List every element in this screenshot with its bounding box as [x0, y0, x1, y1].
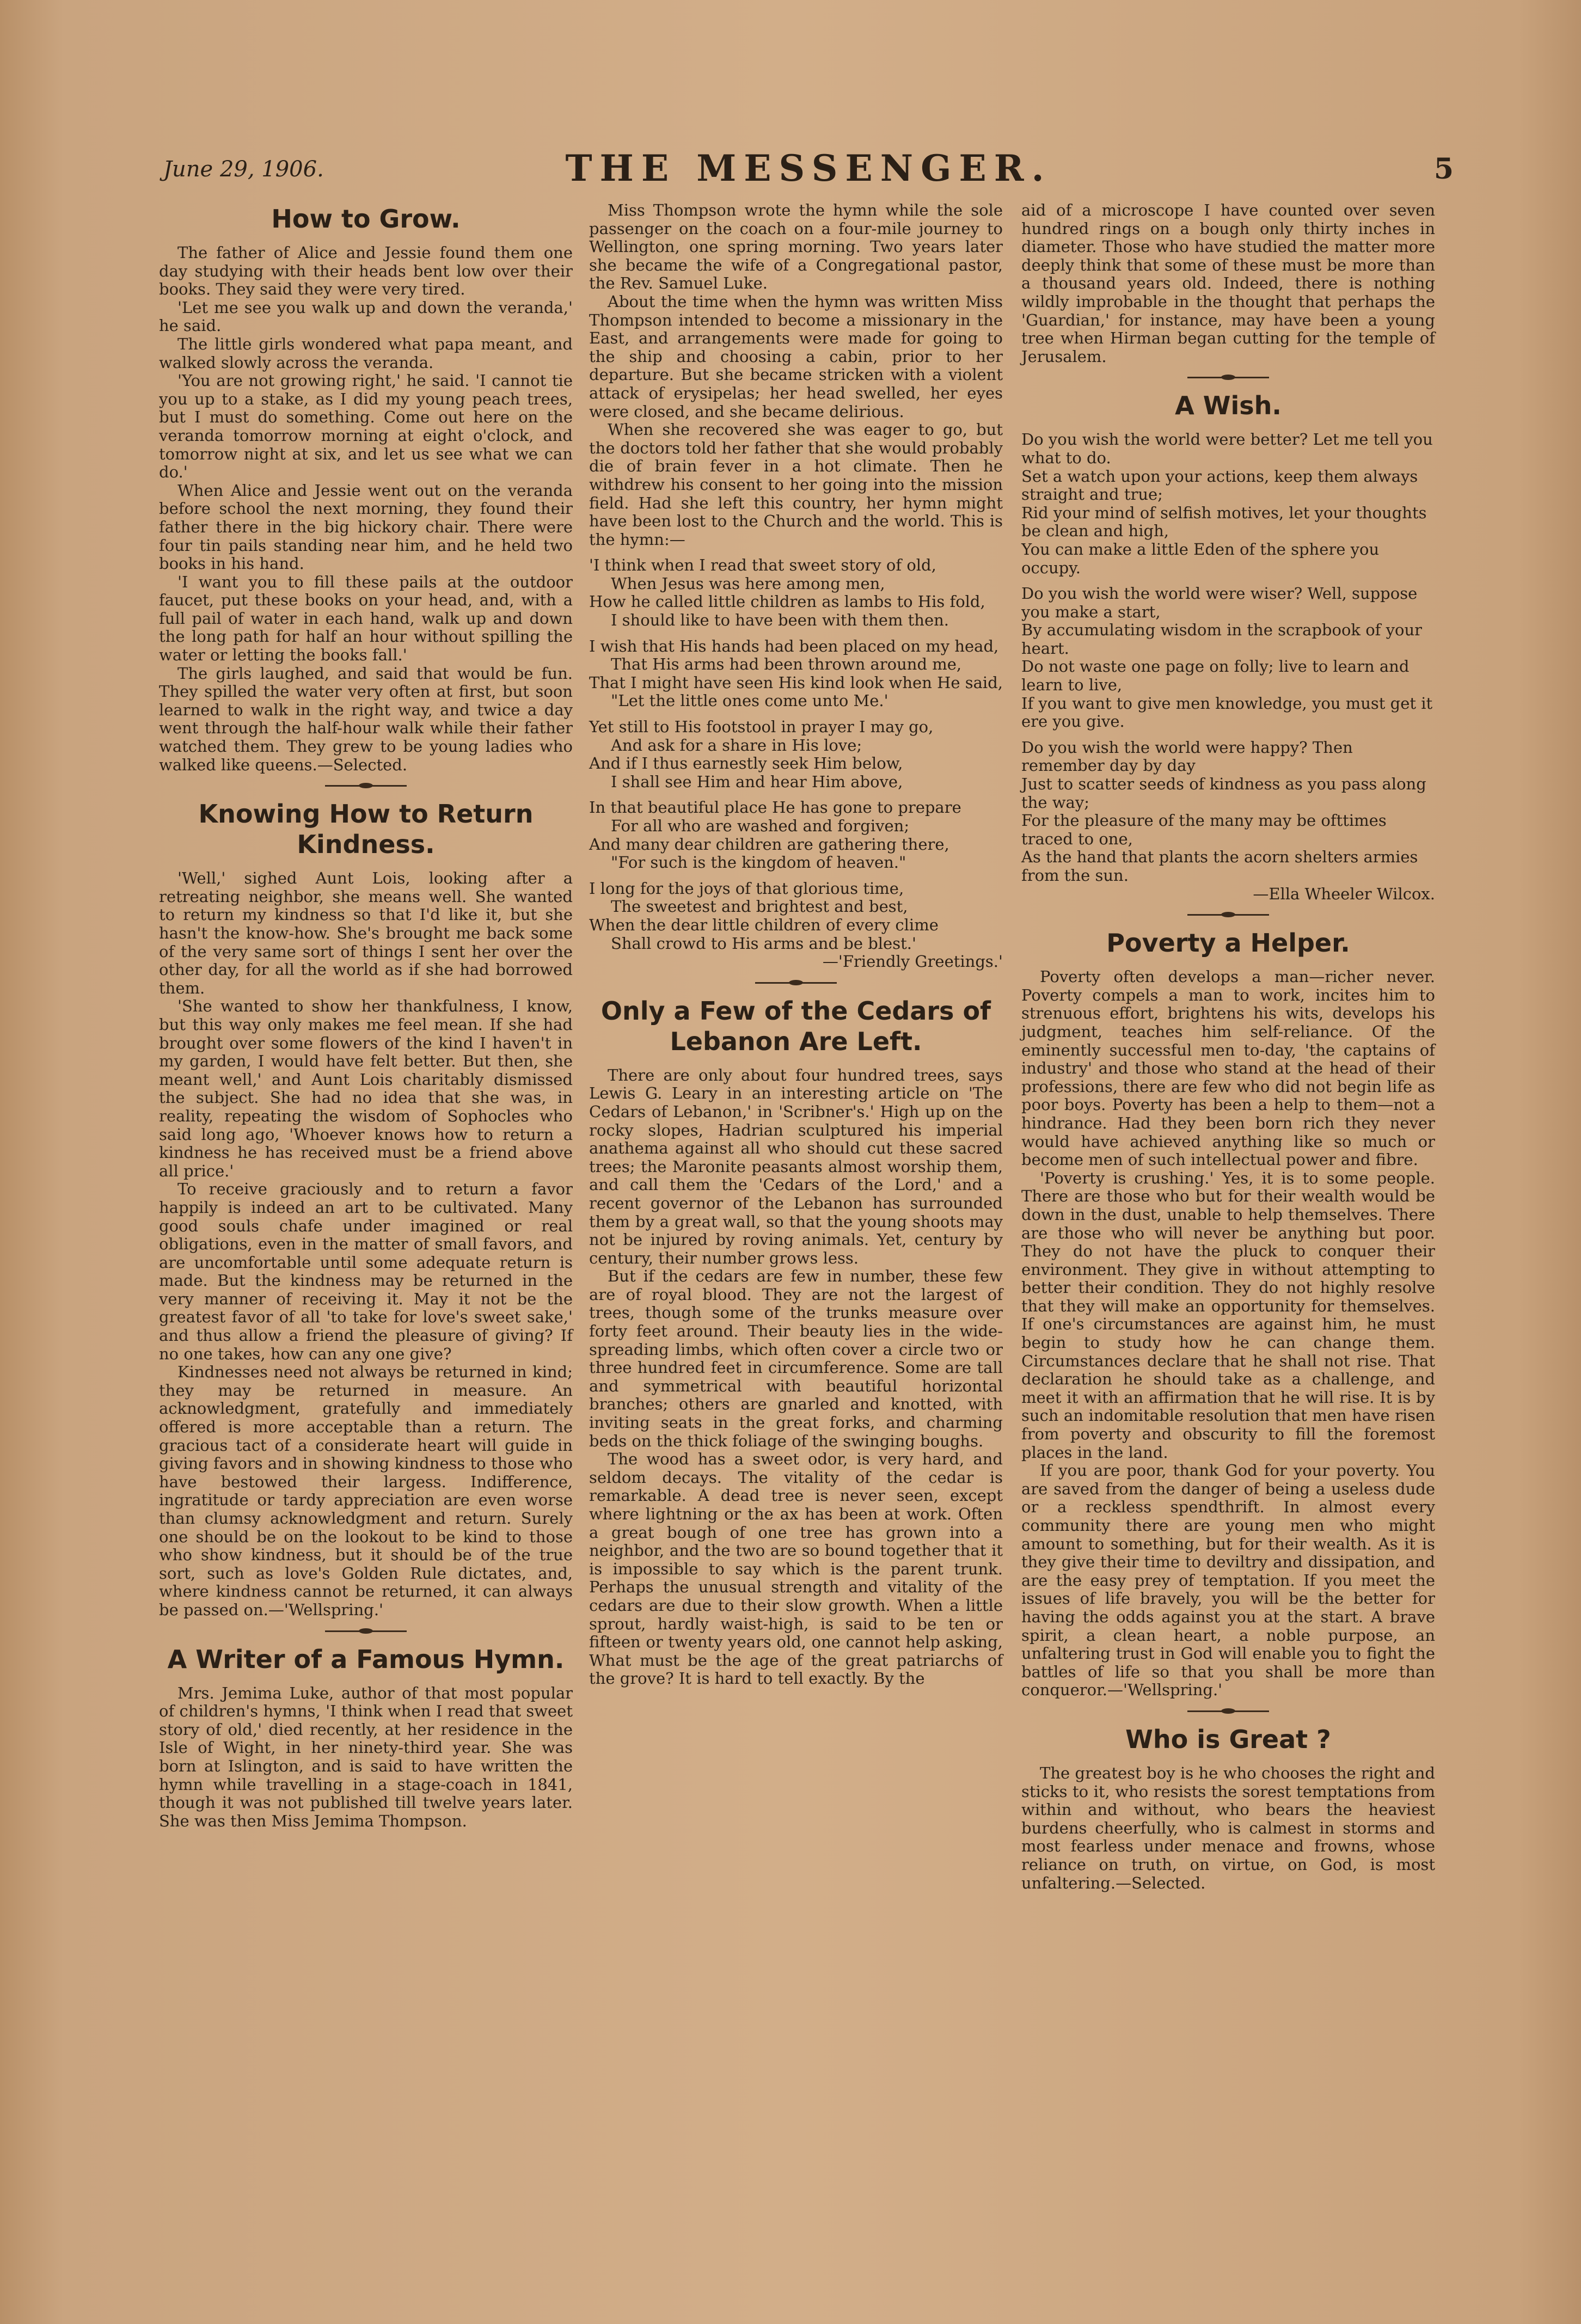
section-divider: [1187, 1710, 1269, 1712]
paragraph: Kindnesses need not always be returned in kind; they may be returned in measure. An acknowledgment, gratefully and immediately offered is more acceptable than a return. The gracious tact of a considerate heart will guide in giving favors and in showing kindness to those who have bestowed their largess. Indifference, ingratitude or tardy appreciation are even worse than clumsy acknowledgment and return. Surely one should be on the lookout to be kind to those who show kindness, but it should be of the true sort, such as love's Golden Rule dictates, and, where kindness cannot be returned, it can always be passed on.—'Wellspring.': [159, 1363, 573, 1619]
poem-stanza-3: [1021, 739, 1435, 903]
verse-line: I long for the joys of that glorious time,: [589, 879, 904, 898]
paragraph: Poverty often develops a man—richer never. Poverty compels a man to work, incites him to strenuous effort, brightens his wits, develops his judgment, teaches him self-reliance. Of the eminently successful men to-day, 'the captains of industry' and those who stand at the head of their professions, there are few who did not begin life as poor boys. Poverty has been a help to them—not a hindrance. Had they been born rich they never would have achieved anything like so much or become men of such intellectual power and fibre.: [1021, 967, 1435, 1169]
verse-line: Yet still to His footstool in prayer I may go,: [589, 718, 934, 737]
paragraph: 'Well,' sighed Aunt Lois, looking after a retreating neighbor, she means well. She wanted to return my kindness so that I'd like it, but she hasn't the know-how. She's brought me back some of the very same sort of things I sent her over the other day, for all the world as if she had borrowed them.: [159, 869, 573, 997]
article-heading: Only a Few of the Cedars of Lebanon Are Left.: [600, 996, 991, 1056]
paragraph: The wood has a sweet odor, is very hard, and seldom decays. The vitality of the cedar is remarkable. A dead tree is never seen, except where lightning or the ax has been at work. Often a great bough of one tree has grown into a neighbor, and the two are so bound together that it is impossible to say which is the parent trunk. Perhaps the unusual strength and vitality of the cedars are due to their slow growth. When a little sprout, hardly waist-high, is said to be ten or fifteen or twenty years old, one cannot help asking, What must be the age of the great patriarchs of the grove? It is hard to tell exactly. By the: [589, 1450, 1003, 1688]
verse-line: Do not waste one page on folly; live to learn and learn to live,: [1021, 657, 1410, 695]
column-3: [1021, 201, 1435, 1892]
article-poverty-helper: [1021, 928, 1435, 1700]
paragraph: The greatest boy is he who chooses the right and sticks to it, who resists the sorest temptations from within and without, who bears the heaviest burdens cheerfully, who is calmest in storms and most fearless under menace and frowns, whose reliance on truth, on virtue, on God, is most unfaltering.—Selected.: [1021, 1763, 1435, 1892]
verse-line: I should like to have been with them then.: [611, 611, 949, 630]
section-divider: [755, 982, 837, 984]
verse-line: That His arms had been thrown around me,: [611, 655, 962, 674]
hymn-stanza-2: [589, 637, 1003, 710]
article-heading: A Writer of a Famous Hymn.: [167, 1644, 565, 1674]
poem-stanza-2: [1021, 585, 1435, 731]
article-cedars-of-lebanon: [589, 996, 1003, 1688]
article-heading: Knowing How to Return Kindness.: [198, 799, 534, 860]
verse-line: I shall see Him and hear Him above,: [611, 772, 903, 791]
article-return-kindness: [159, 799, 573, 1619]
paragraph: When she recovered she was eager to go, but the doctors told her father that she would probably die of brain fever in a hot climate. Then he withdrew his consent to her going into the mission field. Had she left this country, her hymn might have been lost to the Church and the world. This is the hymn:—: [589, 420, 1003, 549]
verse-line: As the hand that plants the acorn shelters armies from the sun.: [1021, 848, 1418, 885]
paragraph: About the time when the hymn was written Miss Thompson intended to become a missionary in the East, and arrangements were made for going to the ship and choosing a cabin, prior to her departure. But she became stricken with a violent attack of erysipelas; her head swelled, her eyes were closed, and she became delirious.: [589, 292, 1003, 421]
article-famous-hymn: [159, 1644, 573, 1831]
attribution: —'Friendly Greetings.': [822, 952, 1003, 971]
paragraph: 'She wanted to show her thankfulness, I know, but this way only makes me feel mean. If she had brought over some flowers of the kind I haven't in my garden, I would have felt better. But then, she meant well,' and Aunt Lois charitably dismissed the subject. She had no idea that she was, in reality, repeating the wisdom of Sophocles who said long ago, 'Whoever knows how to return a kindness he has received must be a friend above all price.': [159, 997, 573, 1180]
verse-line: "For such is the kingdom of heaven.": [611, 853, 906, 872]
verse-line: For the pleasure of the many may be ofttimes traced to one,: [1021, 811, 1387, 848]
verse-line: You can make a little Eden of the sphere you occupy.: [1021, 539, 1380, 577]
article-heading: How to Grow.: [271, 204, 461, 234]
paragraph: Miss Thompson wrote the hymn while the sole passenger on the coach on a four-mile journey to Wellington, one spring morning. Two years later she became the wife of a Congregational pastor, the Rev. Samuel Luke.: [589, 201, 1003, 293]
hymn-stanza-1: [589, 556, 1003, 629]
article-heading: Who is Great ?: [1125, 1724, 1331, 1754]
paragraph: If you are poor, thank God for your poverty. You are saved from the danger of being a useless dude or a reckless spendthrift. In almost every community there are young men who might amount to something, but for their wealth. As it is they give their time to deviltry and dissipation, and are the easy prey of temptation. If you meet the issues of life bravely, you will be the better for having the odds against you at the start. A brave spirit, a clean heart, a noble purpose, an unfaltering trust in God will enable you to fight the battles of life so that you shall be more than conqueror.—'Wellspring.': [1021, 1461, 1435, 1700]
poem-a-wish: [1021, 390, 1435, 903]
verse-line: Do you wish the world were better? Let me tell you what to do.: [1021, 430, 1433, 467]
article-heading: A Wish.: [1175, 391, 1282, 421]
section-divider: [1187, 377, 1269, 378]
column-2: [589, 201, 1003, 1688]
paragraph: The little girls wondered what papa meant, and walked slowly across the veranda.: [159, 334, 573, 372]
paragraph: But if the cedars are few in number, these few are of royal blood. They are not the largest of trees, though some of the trunks measure over forty feet around. Their beauty lies in the wide-spreading limbs, which often cover a circle two or three hundred feet in circumference. Some are tall and symmetrical with beautiful horizontal branches; others are gnarled and knotted, with inviting seats in the great forks, and charming beds on the thick foliage of the swinging boughs.: [589, 1267, 1003, 1450]
paragraph: 'I want you to fill these pails at the outdoor faucet, put these books on your head, and, with a full pail of water in each hand, walk up and down the long path for half an hour without spilling the water or letting the books fall.': [159, 572, 573, 665]
verse-line: For all who are washed and forgiven;: [611, 817, 910, 835]
verse-line: That I might have seen His kind look when He said,: [589, 673, 1003, 692]
poem-stanza-1: [1021, 431, 1435, 577]
paragraph: The father of Alice and Jessie found them one day studying with their heads bent low over their books. They said they were very tired.: [159, 243, 573, 299]
hymn-stanza-5: [589, 880, 1003, 971]
article-who-is-great: [1021, 1724, 1435, 1892]
verse-line: How he called little children as lambs to His fold,: [589, 592, 985, 611]
verse-line: When the dear little children of every clime: [589, 915, 939, 934]
paragraph: To receive graciously and to return a favor happily is indeed an art to be cultivated. Many good souls chafe under imagined or real obligations, even in the matter of small favors, and are uncomfortable until some adequate return is made. But the kindness may be returned in the very manner of receiving it. May it not be the greatest favor of all 'to take for love's sweet sake,' and thus allow a friend the pleasure of giving? If no one takes, how can any one give?: [159, 1180, 573, 1363]
verse-line: Do you wish the world were wiser? Well, suppose you make a start,: [1021, 584, 1418, 621]
verse-line: The sweetest and brightest and best,: [611, 897, 908, 916]
paragraph: 'Poverty is crushing.' Yes, it is to some people. There are those who but for their wealth would be down in the dust, unable to help themselves. There are those who will never be anything but poor. They do not have the pluck to conquer their environment. They give in without attempting to better their condition. They do not highly resolve that they will make an opportunity for themselves. If one's circumstances are against him, he must begin to study how he can change them. Circumstances declare that he shall not rise. That declaration he should take as a challenge, and meet it with an affirmation that he will rise. It is by such an indomitable resolution that men have risen from poverty and obscurity to fill the foremost places in the land.: [1021, 1168, 1435, 1462]
masthead-title: THE MESSENGER.: [565, 147, 1052, 189]
verse-line: In that beautiful place He has gone to prepare: [589, 798, 961, 817]
verse-line: By accumulating wisdom in the scrapbook of your heart.: [1021, 621, 1423, 658]
paragraph: There are only about four hundred trees, says Lewis G. Leary in an interesting article on 'The Cedars of Lebanon,' in 'Scribner's.' High up on the rocky slopes, Hadrian sculptured his imperial anathema against all who should cut these sacred trees; the Maronite peasants almost worship them, and call them the 'Cedars of the Lord,' and a recent governor of the Lebanon has surrounded them by a great wall, so that the young shoots may not be injured by roving animals. Yet, century by century, their number grows less.: [589, 1065, 1003, 1267]
verse-line: I wish that His hands had been placed on my head,: [589, 636, 999, 655]
verse-line: Set a watch upon your actions, keep them always straight and true;: [1021, 467, 1418, 504]
verse-line: 'I think when I read that sweet story of old,: [589, 556, 936, 575]
verse-line: If you want to give men knowledge, you must get it ere you give.: [1021, 694, 1433, 731]
paragraph: The girls laughed, and said that would be fun. They spilled the water very often at first, but soon learned to walk in the right way, and twice a day went through the half-hour walk while their father watched them. They grew to be young ladies who walked like queens.—Selected.: [159, 664, 573, 774]
paragraph: 'Let me see you walk up and down the veranda,' he said.: [159, 298, 573, 335]
page-number: 5: [1433, 152, 1454, 186]
verse-line: "Let the little ones come unto Me.': [611, 691, 888, 710]
verse-line: Just to scatter seeds of kindness as you pass along the way;: [1021, 775, 1426, 812]
verse-line: Rid your mind of selfish motives, let your thoughts be clean and high,: [1021, 503, 1427, 541]
verse-line: Do you wish the world were happy? Then remember day by day: [1021, 738, 1353, 775]
verse-line: And many dear children are gathering there,: [589, 835, 949, 854]
paragraph: When Alice and Jessie went out on the veranda before school the next morning, they found their father there in the big hickory chair. There were four tin pails standing near him, and he held two books in his hand.: [159, 481, 573, 573]
section-divider: [325, 1630, 407, 1632]
issue-date: June 29, 1906.: [163, 157, 324, 182]
article-heading: Poverty a Helper.: [1106, 928, 1350, 958]
section-divider: [325, 785, 407, 787]
article-how-to-grow: [159, 204, 573, 774]
verse-line: When Jesus was here among men,: [611, 574, 885, 593]
section-divider: [1187, 914, 1269, 916]
hymn-stanza-4: [589, 799, 1003, 872]
paragraph: Mrs. Jemima Luke, author of that most popular of children's hymns, 'I think when I read that sweet story of old,' died recently, at her residence in the Isle of Wight, in her ninety-third year. She was born at Islington, and is said to have written the hymn while travelling in a stage-coach in 1841, though it was not published till twelve years later. She was then Miss Jemima Thompson.: [159, 1683, 573, 1830]
page-header: [163, 147, 1454, 196]
attribution: —Ella Wheeler Wilcox.: [1253, 884, 1435, 903]
column-1: [159, 201, 573, 1830]
verse-line: And ask for a share in His love;: [611, 735, 862, 755]
paragraph: 'You are not growing right,' he said. 'I cannot tie you up to a stake, as I did my young peach trees, but I must do something. Come out here on the veranda tomorrow morning at eight o'clock, and tomorrow night at six, and let us see what we can do.': [159, 371, 573, 482]
verse-line: Shall crowd to His arms and be blest.': [611, 934, 916, 953]
hymn-stanza-3: [589, 718, 1003, 791]
verse-line: And if I thus earnestly seek Him below,: [589, 754, 903, 773]
paragraph: aid of a microscope I have counted over seven hundred rings on a bough only thirty inches in diameter. Those who have studied the matter more deeply think that some of these must be more than a thousand years old. Indeed, there is nothing wildly improbable in the thought that perhaps the 'Guardian,' for instance, may have been a young tree when Hirman began cutting for the temple of Jerusalem.: [1021, 201, 1435, 366]
